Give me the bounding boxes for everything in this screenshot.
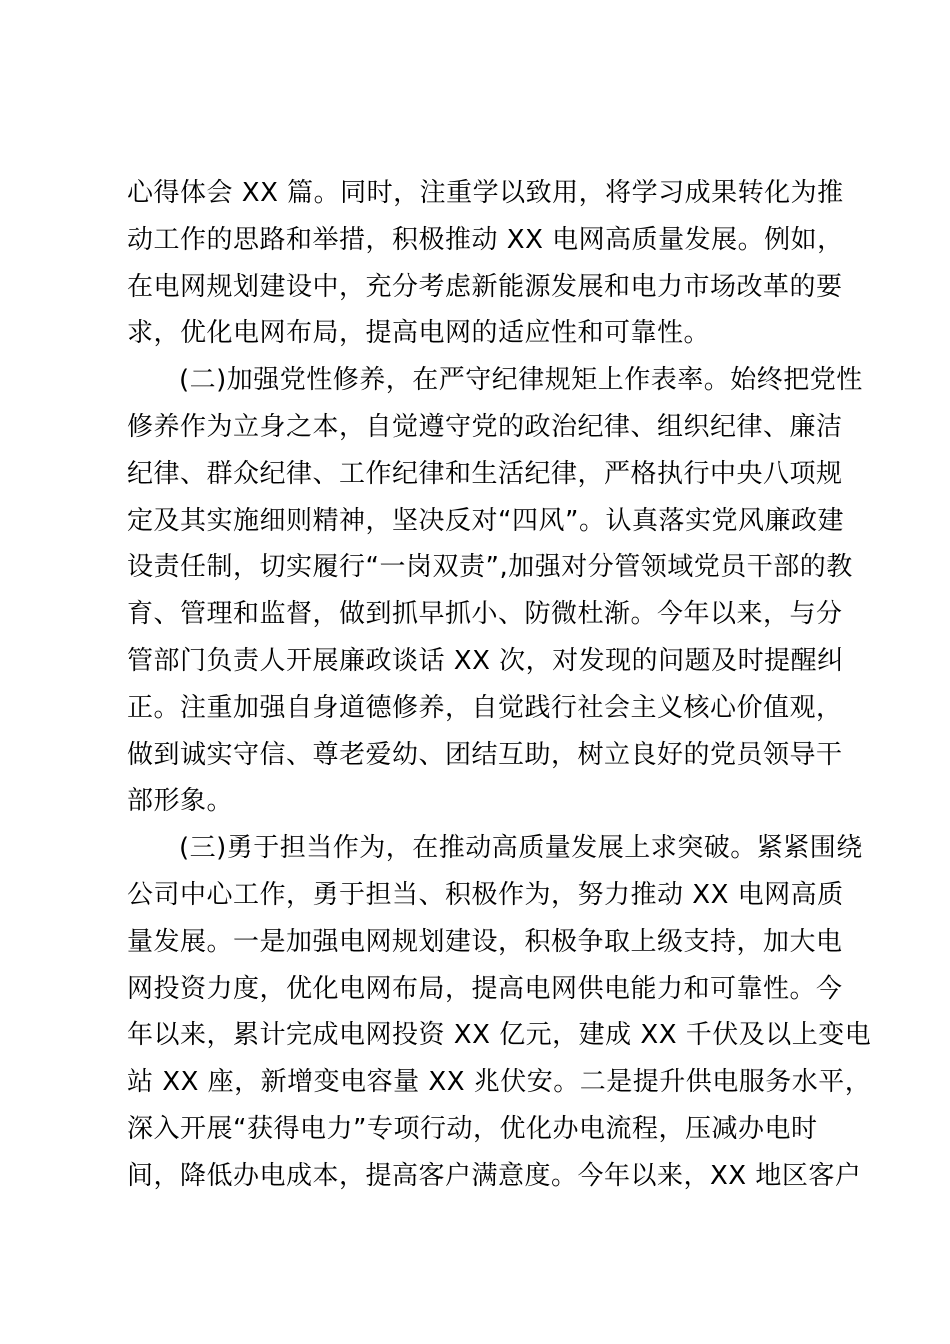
section-heading-line: (二)加强党性修养，在严守纪律规矩上作表率。始终把党性 [179,365,863,396]
text-line: 部形象。 [127,786,234,817]
text-line: 站 XX 座，新增变电容量 XX 兆伏安。二是提升供电服务水平， [127,1067,872,1098]
body-text [127,170,872,1200]
text-line: 深入开展“获得电力”专项行动，优化办电流程，压减办电时 [127,1113,818,1144]
text-line: 设责任制，切实履行“一岗双责”,加强对分管领域党员干部的教 [127,552,853,583]
text-line: 正。注重加强自身道德修养，自觉践行社会主义核心价值观， [127,692,843,723]
text-line: 量发展。一是加强电网规划建设，积极争取上级支持，加大电 [127,926,843,957]
text-line: 定及其实施细则精神，坚决反对“四风”。认真落实党风廉政建 [127,505,844,536]
text-line: 求，优化电网布局，提高电网的适应性和可靠性。 [127,318,711,349]
text-line: 网投资力度，优化电网布局，提高电网供电能力和可靠性。今 [127,973,843,1004]
section-heading-line: (三)勇于担当作为，在推动高质量发展上求突破。紧紧围绕 [179,833,863,864]
text-line: 心得体会 XX 篇。同时，注重学以致用，将学习成果转化为推 [127,178,844,208]
text-line: 动工作的思路和举措，积极推动 XX 电网高质量发展。例如， [127,224,844,255]
text-line: 管部门负责人开展廉政谈话 XX 次，对发现的问题及时提醒纠 [127,645,844,676]
text-line: 做到诚实守信、尊老爱幼、团结互助，树立良好的党员领导干 [127,739,843,770]
text-line: 公司中心工作，勇于担当、积极作为，努力推动 XX 电网高质 [127,879,844,910]
text-line: 年以来，累计完成电网投资 XX 亿元，建成 XX 千伏及以上变电 [127,1020,872,1051]
text-line: 修养作为立身之本，自觉遵守党的政治纪律、组织纪律、廉洁 [127,411,843,442]
text-line: 纪律、群众纪律、工作纪律和生活纪律，严格执行中央八项规 [127,458,843,489]
text-line: 育、管理和监督，做到抓早抓小、防微杜渐。今年以来，与分 [127,599,843,630]
text-line: 在电网规划建设中，充分考虑新能源发展和电力市场改革的要 [127,271,843,302]
text-line: 间，降低办电成本，提高客户满意度。今年以来，XX 地区客户 [127,1160,862,1191]
